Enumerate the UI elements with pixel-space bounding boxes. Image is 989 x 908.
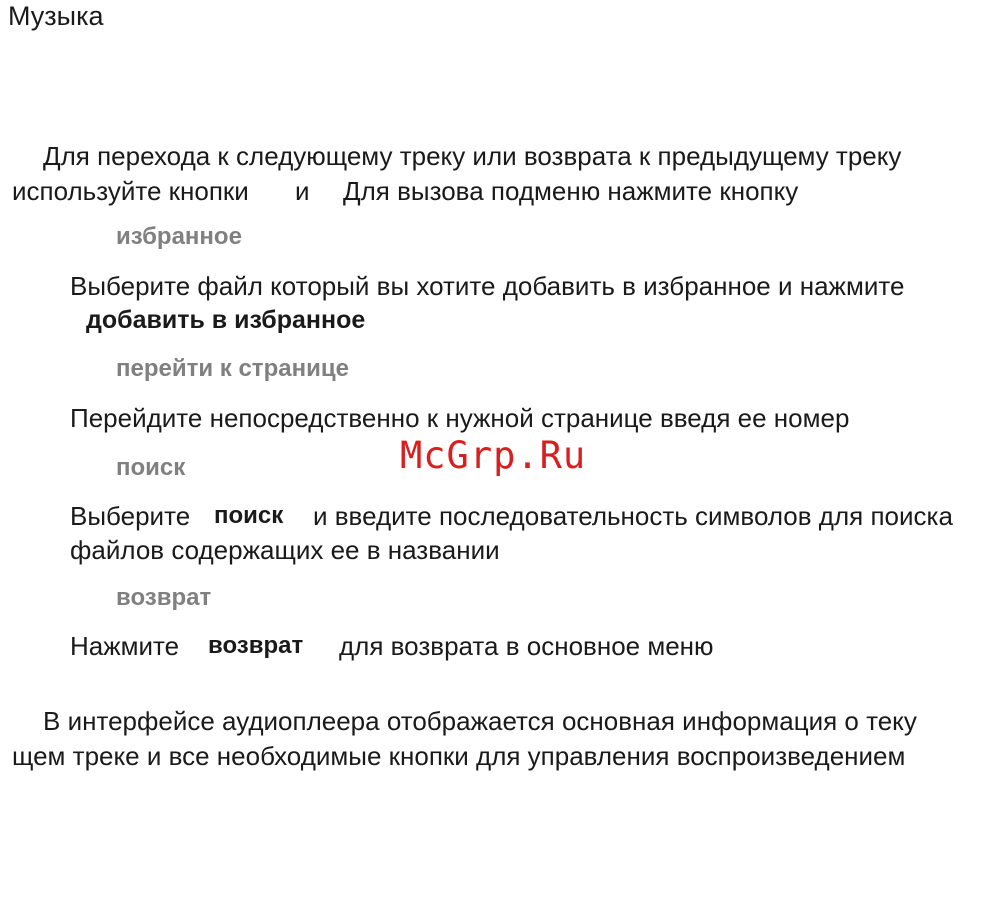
back-heading: возврат — [116, 584, 212, 611]
favorites-text: Выберите файл который вы хотите добавить в избранное и нажмите — [70, 271, 905, 301]
favorites-heading: избранное — [116, 223, 242, 250]
search-text-before: Выберите — [70, 501, 191, 531]
intro-line-2c: Для вызова подменю нажмите кнопку — [343, 176, 799, 206]
outro-line-2: щем треке и все необходимые кнопки для управления воспроизведением — [12, 741, 906, 771]
back-text-after: для возврата в основное меню — [339, 631, 714, 661]
intro-line-1: Для перехода к следующему треку или возврата к предыдущему треку — [43, 141, 902, 171]
search-keyword: поиск — [214, 502, 284, 529]
search-text-after: и введите последовательность символов для поиска — [313, 501, 953, 531]
search-heading: поиск — [116, 454, 186, 481]
back-text-before: Нажмите — [70, 631, 180, 661]
goto-page-text: Перейдите непосредственно к нужной странице введя ее номер — [70, 403, 850, 433]
goto-page-heading: перейти к странице — [116, 355, 349, 382]
page-title: Музыка — [8, 1, 104, 31]
watermark-logo: McGrp.Ru — [400, 434, 587, 477]
intro-line-2a: используйте кнопки — [12, 176, 249, 206]
intro-line-2b: и — [295, 176, 310, 206]
outro-line-1: В интерфейсе аудиоплеера отображается основная информация о теку — [43, 706, 917, 736]
favorites-button-label: добавить в избранное — [86, 306, 366, 334]
search-text-line-2: файлов содержащих ее в названии — [70, 535, 500, 565]
back-keyword: возврат — [208, 632, 304, 659]
